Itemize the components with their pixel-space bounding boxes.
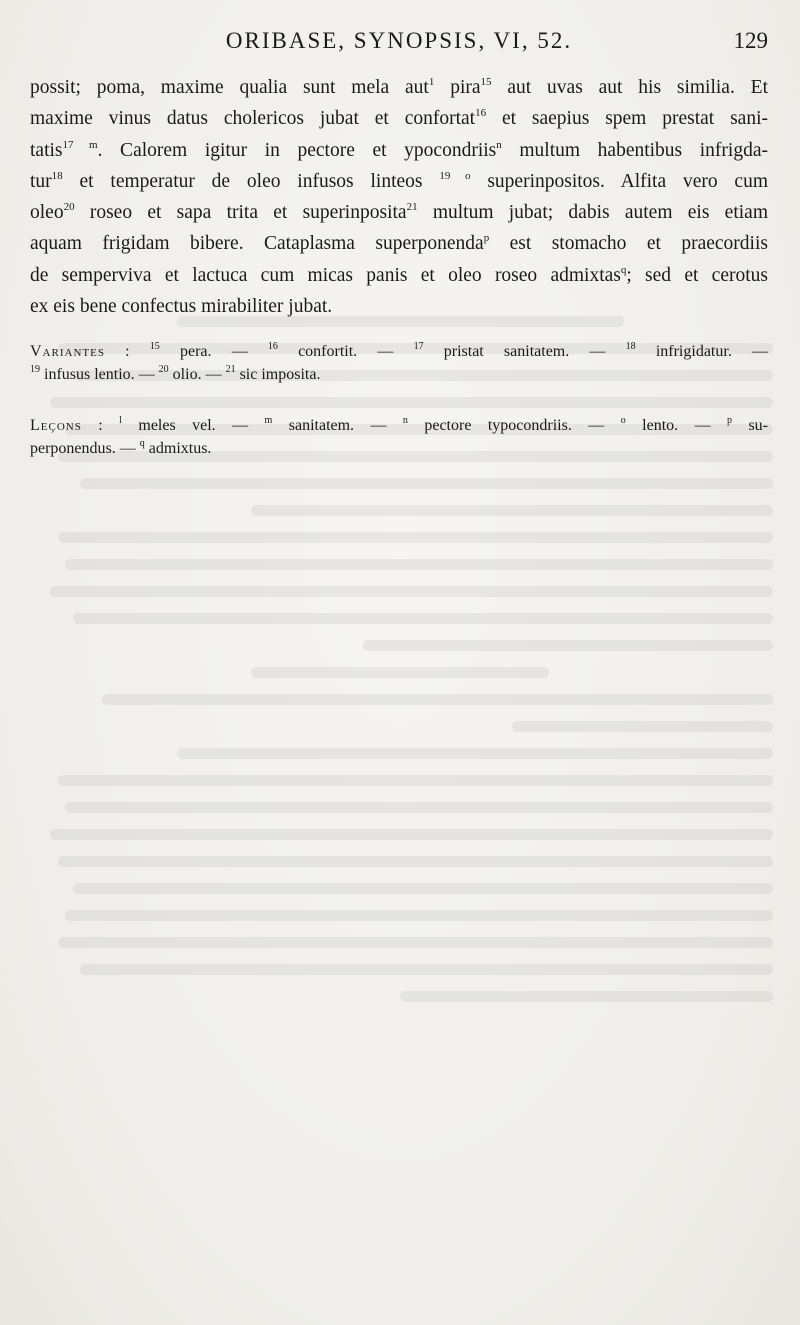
text-run: est stomacho et praecordiis: [489, 233, 768, 255]
text-line: [30, 228, 768, 259]
text-line: [30, 260, 768, 291]
text-run: possit; poma, maxime qualia sunt mela aut: [30, 77, 429, 98]
note-marker: 17 m: [62, 138, 98, 151]
text-run: multum habentibus infrigda-: [501, 139, 768, 161]
running-title: ORIBASE, SYNOPSIS, VI, 52.: [225, 28, 573, 53]
text-run: oleo: [30, 202, 64, 224]
note-marker: p: [727, 415, 733, 426]
text-line: [30, 72, 768, 103]
text-run: pira: [434, 77, 481, 98]
note-marker: l: [119, 415, 122, 426]
text-line: [30, 135, 768, 166]
note-marker: 19: [30, 364, 40, 375]
text-run: multum jubat; dabis autem eis etiam: [417, 202, 768, 224]
text-line: [30, 166, 768, 197]
text-run: . Calorem igitur in pectore et ypocondriis: [97, 139, 497, 161]
text-run: roseo et sapa trita et superinposita: [74, 202, 407, 224]
text-run: sic imposita.: [235, 366, 321, 383]
note-marker: 16: [475, 107, 487, 120]
text-run: tur: [30, 170, 52, 192]
note-marker: 17: [413, 341, 424, 352]
variants-apparatus: [30, 340, 768, 386]
text-line: [30, 340, 768, 363]
text-run: ; sed et cerotus: [626, 264, 768, 286]
note-marker: o: [620, 415, 626, 426]
text-run: perponendus. —: [30, 440, 140, 457]
text-run: et temperatur de oleo infusos linteos: [62, 170, 440, 192]
note-marker: n: [496, 138, 502, 151]
text-run: su-: [732, 417, 769, 434]
text-line: [30, 197, 768, 228]
note-marker: 19 o: [439, 169, 471, 182]
text-run: ex eis bene confectus mirabiliter jubat.: [30, 296, 333, 318]
text-run: pectore typocondriis. —: [407, 417, 621, 434]
text-run: infrigidatur. —: [635, 343, 769, 360]
text-line: [30, 103, 768, 134]
note-marker: n: [402, 415, 408, 426]
text-run: aut uvas aut his similia. Et: [491, 77, 769, 98]
note-marker: 18: [51, 169, 63, 182]
lecons-apparatus: [30, 414, 768, 460]
text-run: superinpositos. Alfita vero cum: [470, 170, 768, 192]
note-marker: 18: [625, 341, 636, 352]
text-line: [30, 363, 768, 386]
text-run: maxime vinus datus cholericos jubat et confortat: [30, 108, 476, 130]
note-marker: q: [139, 438, 145, 449]
text-run: tatis: [30, 139, 63, 161]
note-marker: 15: [480, 76, 492, 88]
text-run: :: [81, 417, 120, 434]
note-marker: 1: [428, 76, 435, 88]
main-text-block: [30, 72, 768, 322]
note-marker: 15: [149, 341, 160, 352]
text-run: aquam frigidam bibere. Cataplasma superponenda: [30, 233, 484, 255]
text-run: pera. —: [159, 343, 268, 360]
text-run: et saepius spem prestat sani-: [486, 108, 768, 130]
page-header: [30, 28, 768, 62]
text-run: meles vel. —: [121, 417, 265, 434]
note-marker: 21: [406, 201, 418, 214]
text-run: :: [104, 343, 150, 360]
note-marker: 20: [63, 201, 75, 214]
note-marker: p: [483, 232, 490, 245]
text-run: infusus lentio. —: [40, 366, 159, 383]
text-line: [30, 414, 768, 437]
text-run: olio. —: [168, 366, 226, 383]
text-run: de semperviva et lactuca cum micas panis et oleo roseo admixtas: [30, 264, 621, 286]
text-run: lento. —: [625, 417, 728, 434]
text-run: admixtus.: [144, 440, 212, 457]
apparatus-label: Leçons: [30, 417, 82, 434]
note-marker: 20: [158, 364, 169, 375]
apparatus-label: Variantes: [30, 343, 105, 360]
note-marker: q: [620, 263, 627, 276]
text-run: pristat sanitatem. —: [423, 343, 626, 360]
text-run: sanitatem. —: [272, 417, 403, 434]
note-marker: m: [264, 415, 273, 426]
text-line: [30, 437, 768, 460]
text-run: confortit. —: [277, 343, 414, 360]
text-line: [30, 291, 768, 322]
page-number: 129: [733, 28, 768, 53]
note-marker: 16: [267, 341, 278, 352]
note-marker: 21: [225, 364, 236, 375]
